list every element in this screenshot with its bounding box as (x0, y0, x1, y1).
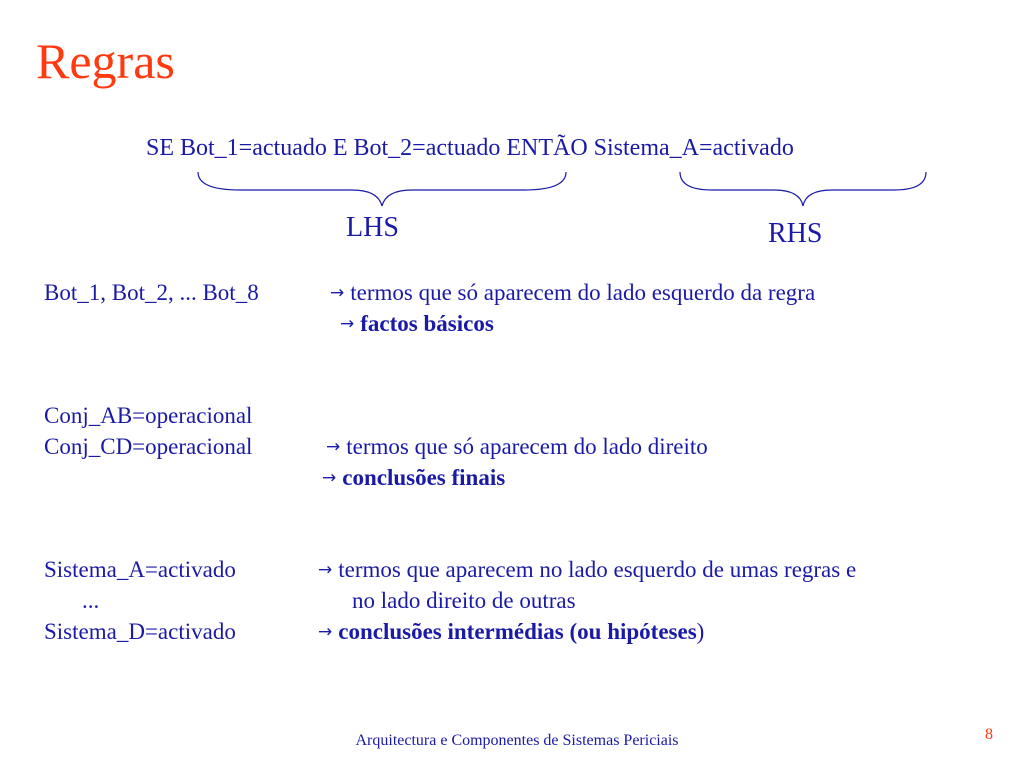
arrow-icon: → (318, 560, 333, 580)
lhs-brace (198, 172, 566, 206)
section2-conclusion (322, 464, 505, 492)
rhs-brace (680, 172, 926, 206)
section1-terms: Bot_1, Bot_2, ... Bot_8 (44, 280, 259, 305)
section2-description (326, 433, 708, 461)
rule-example: SE Bot_1=actuado E Bot_2=actuado ENTÃO Sistema_A=activado (146, 135, 794, 161)
section2-conclusion-text: conclusões finais (342, 465, 506, 490)
section3-conclusion-tail: ) (696, 619, 705, 644)
section3-conclusion-text: conclusões intermédias (ou hipóteses (338, 619, 697, 644)
arrow-icon: → (318, 622, 333, 642)
section2-description-text: termos que só aparecem do lado direito (346, 434, 708, 459)
footer-text: Arquitectura e Componentes de Sistemas Periciais (355, 732, 679, 749)
section1-description (330, 279, 815, 307)
lhs-label: LHS (346, 212, 399, 243)
section2-line2: Conj_CD=operacional (44, 434, 253, 459)
section3-description-line2: no lado direito de outras (352, 588, 576, 613)
page-number: 8 (985, 726, 993, 743)
section1-conclusion-text: factos básicos (360, 311, 494, 336)
arrow-icon: → (330, 283, 345, 303)
arrow-icon: → (340, 314, 355, 334)
section3-line1: Sistema_A=activado (44, 557, 236, 582)
section1-description-text: termos que só aparecem do lado esquerdo da regra (350, 280, 816, 305)
section3-line3: Sistema_D=activado (44, 619, 236, 644)
section3-ellipsis: ... (82, 588, 100, 613)
section3-description-text: termos que aparecem no lado esquerdo de umas regras e (338, 557, 857, 582)
page-title: Regras (36, 33, 175, 89)
section1-conclusion (340, 310, 494, 338)
section3-conclusion (318, 618, 704, 646)
section2-line1: Conj_AB=operacional (44, 403, 253, 428)
arrow-icon: → (326, 437, 341, 457)
section3-description (318, 556, 856, 584)
rhs-label: RHS (768, 218, 823, 249)
arrow-icon: → (322, 468, 337, 488)
